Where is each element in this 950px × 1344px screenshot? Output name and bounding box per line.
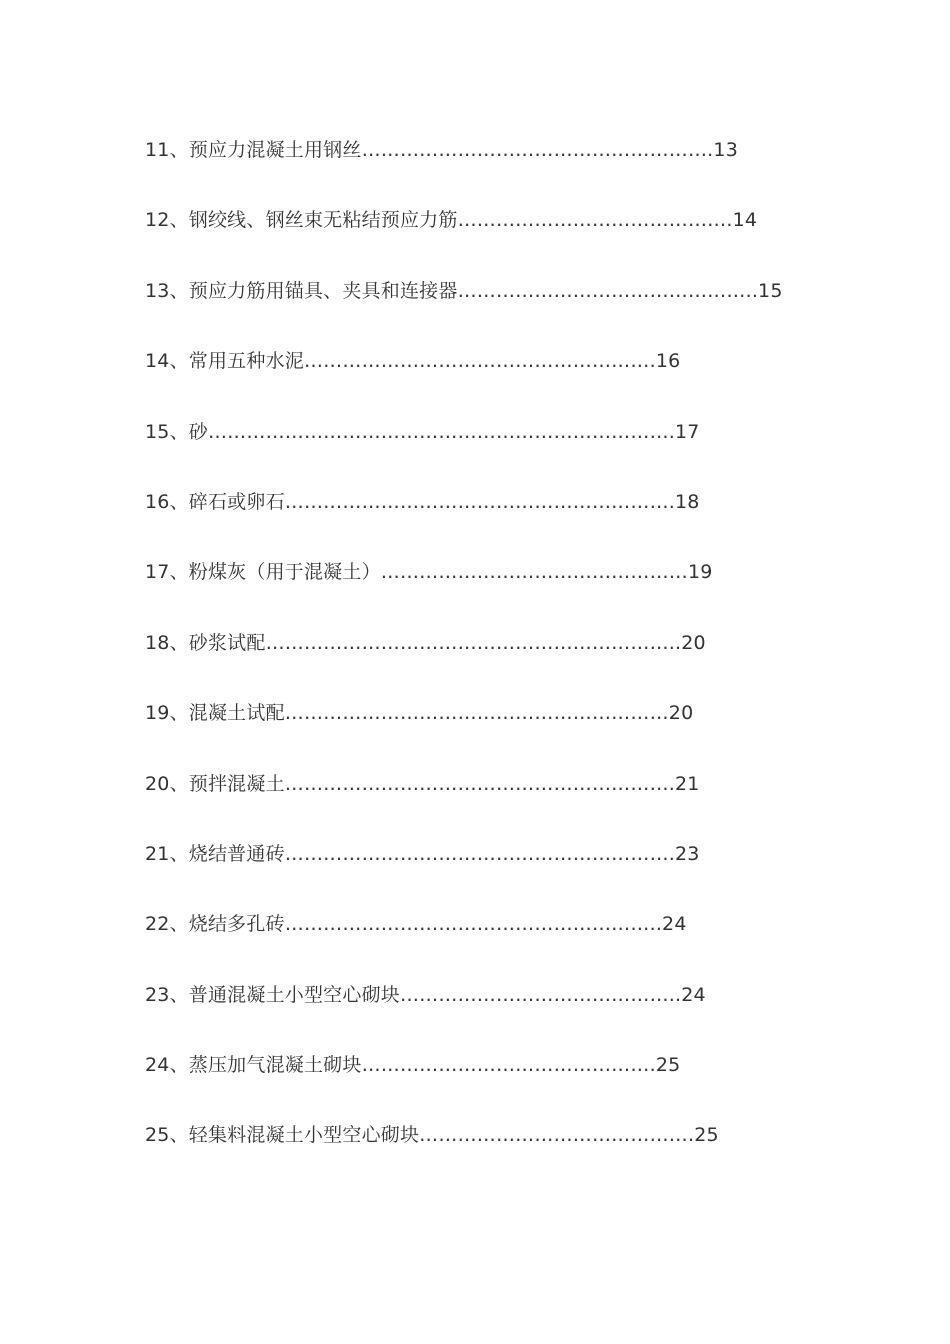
toc-entry-12[interactable] xyxy=(145,203,845,273)
toc-entry-text: 18、砂浆试配………………………………………………………..20 xyxy=(145,631,706,654)
toc-entry-text: 14、常用五种水泥……………………………………………….16 xyxy=(145,350,681,373)
toc-entry-text: 24、蒸压加气混凝土砌块……………………………………….25 xyxy=(145,1054,681,1077)
toc-entry-text: 15、砂……………………………………………………………….17 xyxy=(145,420,700,443)
toc-entry-text: 21、烧结普通砖…………………………………………………….23 xyxy=(145,842,700,865)
toc-entry-14[interactable] xyxy=(145,344,845,414)
toc-entry-25[interactable] xyxy=(145,1118,845,1188)
toc-entry-text: 17、粉煤灰（用于混凝土）…………………………………………19 xyxy=(145,561,713,584)
toc-entry-text: 11、预应力混凝土用钢丝……………………………………………….13 xyxy=(145,139,738,161)
table-of-contents xyxy=(145,133,845,1189)
toc-entry-24[interactable] xyxy=(145,1048,845,1118)
toc-entry-text: 19、混凝土试配……………………………………………………20 xyxy=(145,702,694,725)
toc-entry-15[interactable] xyxy=(145,415,845,485)
toc-entry-18[interactable] xyxy=(145,626,845,696)
toc-entry-17[interactable] xyxy=(145,555,845,625)
toc-entry-text: 25、轻集料混凝土小型空心砌块…………………………………….25 xyxy=(145,1124,719,1147)
toc-entry-16[interactable] xyxy=(145,485,845,555)
toc-entry-text: 20、预拌混凝土…………………………………………………….21 xyxy=(145,772,700,795)
toc-entry-22[interactable] xyxy=(145,907,845,977)
toc-entry-19[interactable] xyxy=(145,696,845,766)
toc-entry-text: 12、钢绞线、钢丝束无粘结预应力筋…………………………………….14 xyxy=(145,209,758,232)
toc-entry-text: 13、预应力筋用锚具、夹具和连接器………………………………………..15 xyxy=(145,279,783,302)
toc-entry-23[interactable] xyxy=(145,978,845,1048)
toc-entry-text: 16、碎石或卵石…………………………………………………….18 xyxy=(145,490,700,513)
toc-entry-text: 22、烧结多孔砖…………………………………………………..24 xyxy=(145,913,687,936)
toc-entry-20[interactable] xyxy=(145,767,845,837)
toc-entry-21[interactable] xyxy=(145,837,845,907)
toc-entry-13[interactable] xyxy=(145,274,845,344)
toc-entry-11[interactable] xyxy=(145,133,845,203)
toc-entry-text: 23、普通混凝土小型空心砌块……………………………………..24 xyxy=(145,983,706,1006)
